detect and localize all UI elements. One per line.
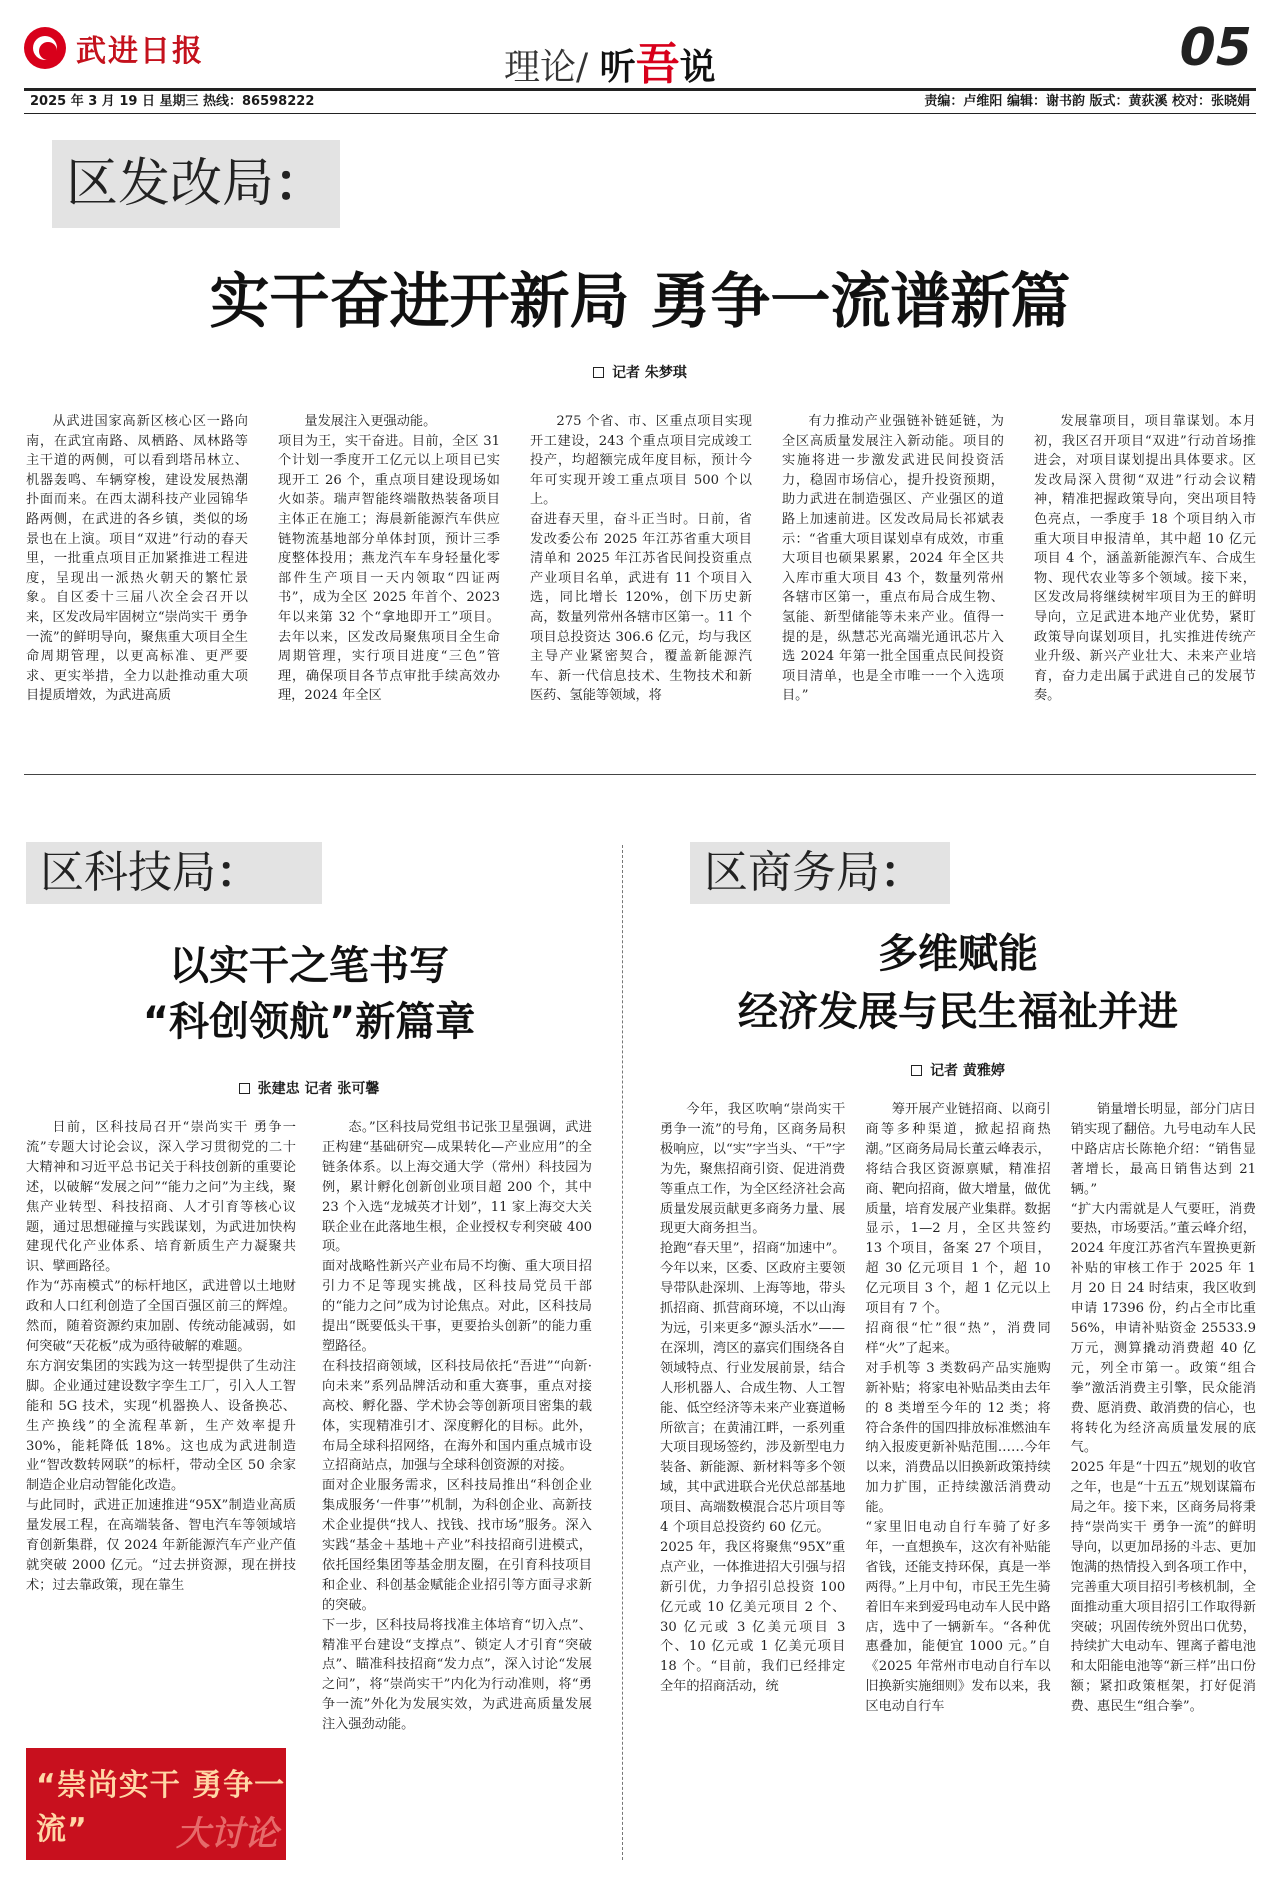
issue-date: 2025 年 3 月 19 日 星期三 热线：86598222 <box>30 94 315 109</box>
paper-name: 武进日报 <box>76 34 204 69</box>
column-text: 有力推动产业强链补链延链，为全区高质量发展注入新动能。项目的实施将进一步激发武进民间投资活力，稳固市场信心，提升投资预期，助力武进在制造强区、产业强区的道路上加速前进。区发改局局长祁斌表示：“省重大项目谋划卓有成效，市重大项目也硕果累累，2024 年全区共入库市重大项目 43 个，数量列常州各辖市区第一，重点布局合成生物、氢能、新型储能等未来产业。值得一提的是，纵慧芯光高端光通讯芯片入选 2024 年第一批全国重点民间投资项目清单，也是全市唯一一个入选项目。” <box>782 414 1004 704</box>
section-name <box>504 28 716 92</box>
dept-colon: ： <box>274 154 327 214</box>
article-column <box>530 412 752 750</box>
column-text: 筹开展产业链招商、以商引商等多种渠道，掀起招商热潮。”区商务局局长董云峰表示，将结合我区资源禀赋，精准招商、靶向招商，做大增量，做优质量，培育发展产业集群。数据显示，1—2 月，全区共签约 13 个项目，备案 27 个项目，超 30 亿元项目 1 个，超 10 亿元项目 3 个，超 1 亿元以上项目有 7 个。 招商很“忙”很“热”，消费同样“火”了起来。 对手机等 3 类数码产品实施购新补贴；将家电补贴品类由去年的 8 类增至今年的 12 类；将符合条件的国四排放标准燃油车纳入报废更新补贴范围……今年以来，消费品以旧换新政策持续加力扩围，正持续激活消费动能。 “家里旧电动自行车骑了好多年，一直想换车，这次有补贴能省钱，还能支持环保，真是一举两得。”上月中旬，市民王先生骑着旧车来到爱玛电动车人民中路店，选中了一辆新车。“各种优惠叠加，能便宜 1000 元。”自《2025 年常州市电动自行车以旧换新实施细则》发布以来，我区电动自行车 <box>865 1102 1051 1715</box>
dept-name: 区商务局 <box>704 847 880 898</box>
masthead <box>24 18 1256 90</box>
article-title-line2: “科创领航”新篇章 <box>142 999 476 1045</box>
column-text: 今年，我区吹响“崇尚实干 勇争一流”的号角，区商务局积极响应，以“实”字当头、“干”字为先，聚焦招商引资、促进消费等重点工作，为全区经济社会高质量发展贡献更多商务力量、展现更大商务担当。 抢跑“春天里”，招商“加速中”。今年以来，区委、区政府主要领导带队赴深圳、上海等地，带头抓招商、抓营商环境，不以山海为远，引来更多“源头活水”—— 在深圳，湾区的嘉宾们围绕各自领域特点、行业发展前景，结合人形机器人、合成生物、人工智能、低空经济等未来产业赛道畅所欲言；在黄浦江畔，一系列重大项目现场签约，涉及新型电力装备、新能源、新材料等多个领域，其中武进联合光伏总部基地项目、高端数模混合芯片项目等 4 个项目总投资约 60 亿元。 2025 年，我区将聚焦“95X”重点产业，一体推进招大引强与招新引优，力争招引总投资 100 亿元或 10 亿美元项目 2 个、30 亿元或 3 亿美元项目 3 个、10 亿元或 1 亿美元项目 18 个。“目前，我们已经排定全年的招商活动，统 <box>660 1102 846 1695</box>
byline-square-icon <box>239 1083 250 1094</box>
article-column <box>1071 1100 1256 1860</box>
campaign-slogan-graphic <box>26 1748 286 1860</box>
article-column <box>1034 412 1256 750</box>
dateline <box>24 88 1256 114</box>
section-listen: 听 <box>599 46 636 88</box>
column-text: 态。”区科技局党组书记张卫星强调，武进正构建“基础研究—成果转化—产业应用”的全链条体系。以上海交通大学（常州）科技园为例，累计孵化创新创业项目超 200 个，其中 23 个入选“龙城英才计划”，11 家上海交大关联企业在此落地生根，企业授权专利突破 400 项。 面对战略性新兴产业布局不均衡、重大项目招引力不足等现实挑战，区科技局党员干部的“能力之问”成为讨论焦点。对此，区科技局提出“既要低头干事，更要抬头创新”的能力重塑路径。 在科技招商领域，区科技局依托“吾进”“向新·向未来”系列品牌活动和重大赛事，重点对接高校、孵化器、学术协会等创新项目密集的载体，实现精准引才、深度孵化的目标。此外，布局全球科招网络，在海外和国内重点城市设立招商站点，加强与全球科创资源的对接。 面对企业服务需求，区科技局推出“科创企业集成服务‘一件事’”机制，为科创企业、高新技术企业提供“找人、找钱、找市场”服务。深入实践“基金＋基地＋产业”科技招商引进模式，依托国经集团等基金朋友圈，在引育科技项目和企业、科创基金赋能企业招引等方面寻求新的突破。 下一步，区科技局将找准主体培育“切入点”、精准平台建设“支撑点”、锁定人才引育“突破点”、瞄准科技招商“发力点”，深入讨论“发展之问”，将“崇尚实干”内化为行动准则，将“勇争一流”外化为发展实效，为武进高质量发展注入强劲动能。 <box>322 1120 592 1733</box>
byline-text: 记者 黄雅婷 <box>930 1063 1005 1079</box>
page-number: 05 <box>1179 18 1252 78</box>
article-title-line2: 经济发展与民生福祉并进 <box>738 989 1178 1035</box>
editors-credit: 责编：卢维阳 编辑：谢书韵 版式：黄荻溪 校对：张晓娟 <box>924 94 1250 109</box>
article-body <box>26 412 1256 750</box>
article-body <box>660 1100 1256 1860</box>
article-column <box>322 1118 592 1860</box>
dept-heading-technology <box>26 842 322 904</box>
column-text: 发展靠项目，项目靠谋划。本月初，我区召开项目“双进”行动首场推进会，对项目谋划提出具体要求。区发改局深入贯彻“双进”行动会议精神，精准把握政策导向，突出项目特色亮点，一季度手 18 个项目纳入市重大项目申报清单，其中超 10 亿元项目 4 个，涵盖新能源汽车、合成生物、现代农业等多个领域。接下来，区发改局将继续树牢项目为王的鲜明导向，立足武进本地产业优势，紧盯政策导向谋划项目，扎实推进传统产业升级、新兴产业壮大、未来产业培育，奋力走出属于武进自己的发展节奏。 <box>1034 414 1256 704</box>
byline-square-icon <box>593 367 604 378</box>
column-text: 日前，区科技局召开“崇尚实干 勇争一流”专题大讨论会议，深入学习贯彻党的二十大精神和习近平总书记关于科技创新的重要论述，以破解“发展之问”“能力之问”为主线，聚焦产业转型、科技招商、人才引育等核心议题，通过思想碰撞与实践谋划，为武进加快构建现代化产业体系、培育新质生产力凝聚共识、擘画路径。 作为“苏南模式”的标杆地区，武进曾以土地财政和人口红利创造了全国百强区前三的辉煌。然而，随着资源约束加剧、传统动能减弱，如何突破“天花板”成为亟待破解的难题。 东方润安集团的实践为这一转型提供了生动注脚。企业通过建设数字孪生工厂，引入人工智能和 5G 技术，实现“机器换人、设备换芯、生产换线”的全流程革新，生产效率提升 30%，能耗降低 18%。这也成为武进制造业“智改数转网联”的标杆，带动全区 50 余家制造企业启动智能化改造。 与此同时，武进正加速推进“95X”制造业高质量发展工程，在高端装备、智电汽车等领域培育创新集群，仅 2024 年新能源汽车产业产值就突破 2000 亿元。“过去拼资源，现在拼技术；过去靠政策，现在靠生 <box>26 1120 296 1593</box>
slogan-text: “崇尚实干 勇争一流” <box>36 1768 286 1847</box>
dept-name: 区发改局 <box>66 154 275 214</box>
article-column <box>865 1100 1050 1860</box>
section-say: 说 <box>679 46 716 88</box>
dept-name: 区科技局 <box>40 847 216 898</box>
column-text: 量发展注入更强动能。 项目为王，实干奋进。目前，全区 31 个计划一季度开工亿元以上项目已实现开工 26 个，重点项目建设现场如火如荼。瑞声智能终端散热装备项目主体正在施工；海晨新能源汽车供应链物流基地部分单体封顶，预计三季度整体投用；燕龙汽车车身轻量化零部件生产项目一天内领取“四证两书”，成为全区 2025 年首个、2023 年以来第 32 个“拿地即开工”项目。去年以来，区发改局聚焦项目全生命周期管理，实行项目进度“三色”管理，确保项目各节点审批手续高效办理，2024 年全区 <box>278 414 500 704</box>
section-wu: 吾 <box>635 39 680 90</box>
byline-text: 张建忠 记者 张可馨 <box>257 1081 380 1097</box>
article-column <box>278 412 500 750</box>
slogan-subtext: 大讨论 <box>176 1814 278 1854</box>
column-text: 275 个省、市、区重点项目实现开工建设，243 个重点项目完成竣工投产，均超额完成年度目标，预计今年可实现开竣工重点项目 500 个以上。 奋进春天里，奋斗正当时。日前，省发改委公布 2025 年江苏省重大项目清单和 2025 年江苏省民间投资重点产业项目名单，武进有 11 个项目入选，同比增长 120%，创下历史新高，数量列常州各辖市区第一。11 个项目总投资达 306.6 亿元，均与我区主导产业紧密契合，覆盖新能源汽车、新一代信息技术、生物技术和新医药、氢能等领域，将 <box>530 414 752 704</box>
article-column <box>782 412 1004 750</box>
article-byline <box>26 1078 592 1098</box>
article-title: 实干奋进开新局 勇争一流谱新篇 <box>209 267 1071 337</box>
newspaper-emblem-icon <box>24 27 66 69</box>
column-text: 销量增长明显，部分门店日销实现了翻倍。九号电动车人民中路店店长陈艳介绍：“销售显著增长，最高日销售达到 21 辆。” “扩大内需就是人气要旺，消费要热，市场要活。”董云峰介绍，2024 年度江苏省汽车置换更新补贴的审核工作于 2025 年 1 月 20 日 24 时结束，我区收到申请 17396 份，约占全市比重 56%，申请补贴资金 25533.9 万元，测算撬动消费超 40 亿元，列全市第一。政策“组合拳”激活消费主引擎，民众能消费、愿消费、敢消费的信心，也将转化为经济高质量发展的底气。 2025 年是“十四五”规划的收官之年，也是“十五五”规划谋篇布局之年。接下来，区商务局将秉持“崇尚实干 勇争一流”的鲜明导向，以更加昂扬的斗志、更加饱满的热情投入到各项工作中，完善重大项目招引考核机制，全面推动重大项目招引工作取得新突破；巩固传统外贸出口优势，持续扩大电动车、锂离子蓄电池和太阳能电池等“新三样”出口份额；紧扣政策框架，打好促消费、惠民生“组合拳”。 <box>1070 1102 1256 1715</box>
byline-text: 记者 朱梦琪 <box>612 365 687 381</box>
section-divider <box>24 774 1256 775</box>
article-byline <box>440 362 840 382</box>
byline-square-icon <box>911 1065 922 1076</box>
dept-heading-commerce <box>690 842 950 904</box>
article-title-line1: 以实干之笔书写 <box>169 943 449 989</box>
section-theory: 理论/ <box>504 47 589 88</box>
article-byline <box>660 1060 1256 1080</box>
dept-colon: ： <box>216 847 260 898</box>
article-column <box>26 412 248 750</box>
dept-colon: ： <box>880 847 924 898</box>
article-title-line1: 多维赋能 <box>878 931 1038 977</box>
column-divider <box>622 845 623 1860</box>
article-column <box>660 1100 845 1860</box>
newspaper-logo <box>24 26 204 70</box>
column-text: 从武进国家高新区核心区一路向南，在武宜南路、凤栖路、凤林路等主干道的两侧，可以看到塔吊林立、机器轰鸣、车辆穿梭，建设发展热潮扑面而来。在西太湖科技产业园锦华路两侧，在武进的各乡镇，类似的场景也在上演。项目“双进”行动的春天里，一批重点项目正加紧推进工程进度，呈现出一派热火朝天的繁忙景象。自区委十三届八次全会召开以来，区发改局牢固树立“崇尚实干 勇争一流”的鲜明导向，聚焦重大项目全生命周期管理，以更高标准、更严要求、更实举措，全力以赴推动重大项目提质增效，为武进高质 <box>26 414 248 704</box>
dept-heading-development <box>52 140 340 228</box>
